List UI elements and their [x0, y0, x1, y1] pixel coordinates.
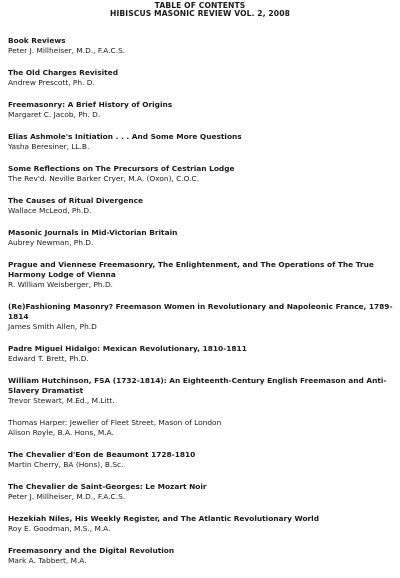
list-item: [8, 344, 396, 364]
entry-author: Roy E. Goodman, M.S., M.A.: [8, 524, 111, 533]
list-item: [8, 100, 396, 120]
entry-title: (Re)Fashioning Masonry? Freemason Women in Revolutionary and Napoleonic France, 1789-1814: [8, 302, 393, 321]
list-item: [8, 164, 396, 184]
list-item: [8, 196, 396, 216]
entry-author: The Rev'd. Neville Barker Cryer, M.A. (Oxon), C.O.C.: [8, 174, 200, 183]
list-item: [8, 418, 396, 438]
header-line-1: TABLE OF CONTENTS: [154, 1, 246, 10]
entry-title: Prague and Viennese Freemasonry, The Enlightenment, and The Operations of The True Harmony Lodge of Vienna: [8, 260, 374, 279]
entry-author: James Smith Allen, Ph.D: [8, 322, 97, 331]
entry-title: The Old Charges Revisited: [8, 68, 118, 77]
entry-author: Aubrey Newman, Ph.D.: [8, 238, 94, 247]
entry-author: Trevor Stewart, M.Ed., M.Litt.: [8, 396, 115, 405]
list-item: [8, 132, 396, 152]
entry-title: Elias Ashmole's Initiation . . . And Some More Questions: [8, 132, 242, 141]
list-item: [8, 450, 396, 470]
entry-author: Alison Royle, B.A. Hons, M.A.: [8, 428, 114, 437]
entry-title: Thomas Harper: Jeweller of Fleet Street, Mason of London: [8, 418, 222, 427]
entry-title: The Chevalier de Saint-Georges: Le Mozart Noir: [8, 482, 207, 491]
list-item: [8, 482, 396, 502]
entry-author: Peter J. Millheiser, M.D., F.A.C.S.: [8, 46, 126, 55]
entry-author: Margaret C. Jacob, Ph. D.: [8, 110, 101, 119]
header-line-2: HIBISCUS MASONIC REVIEW VOL. 2, 2008: [110, 9, 290, 18]
list-item: [8, 546, 396, 566]
entry-title: Padre Miguel Hidalgo: Mexican Revolutionary, 1810-1811: [8, 344, 247, 353]
entry-title: The Chevalier d'Eon de Beaumont 1728-1810: [8, 450, 196, 459]
entry-author: Peter J. Millheiser, M.D., F.A.C.S.: [8, 492, 126, 501]
entry-title: Masonic Journals in Mid-Victorian Britain: [8, 228, 178, 237]
entry-title: William Hutchinson, FSA (1732-1814): An Eighteenth-Century English Freemason and Anti-Slavery Dramatist: [8, 376, 387, 395]
entry-author: R. William Weisberger, Ph.D.: [8, 280, 113, 289]
entry-title: Hezekiah Niles, His Weekly Register, and The Atlantic Revolutionary World: [8, 514, 319, 523]
entry-author: Andrew Prescott, Ph. D.: [8, 78, 95, 87]
entry-author: Yasha Beresiner, LL.B.: [8, 142, 90, 151]
list-item: [8, 376, 396, 406]
list-item: [8, 68, 396, 88]
entry-title: Freemasonry: A Brief History of Origins: [8, 100, 173, 109]
entry-author: Martin Cherry, BA (Hons), B.Sc.: [8, 460, 124, 469]
entry-title: Freemasonry and the Digital Revolution: [8, 546, 175, 555]
entry-title: Book Reviews: [8, 36, 66, 45]
list-item: [8, 260, 396, 290]
entry-author: Mark A. Tabbert, M.A.: [8, 556, 87, 565]
list-item: [8, 514, 396, 534]
entry-author: Edward T. Brett, Ph.D.: [8, 354, 89, 363]
entry-title: Some Reflections on The Precursors of Cestrian Lodge: [8, 164, 235, 173]
list-item: [8, 36, 396, 56]
entry-author: Wallace McLeod, Ph.D.: [8, 206, 92, 215]
page-header: [0, 0, 400, 18]
list-item: [8, 228, 396, 248]
entry-title: The Causes of Ritual Divergence: [8, 196, 144, 205]
contents-list: [8, 36, 396, 578]
list-item: [8, 302, 396, 332]
